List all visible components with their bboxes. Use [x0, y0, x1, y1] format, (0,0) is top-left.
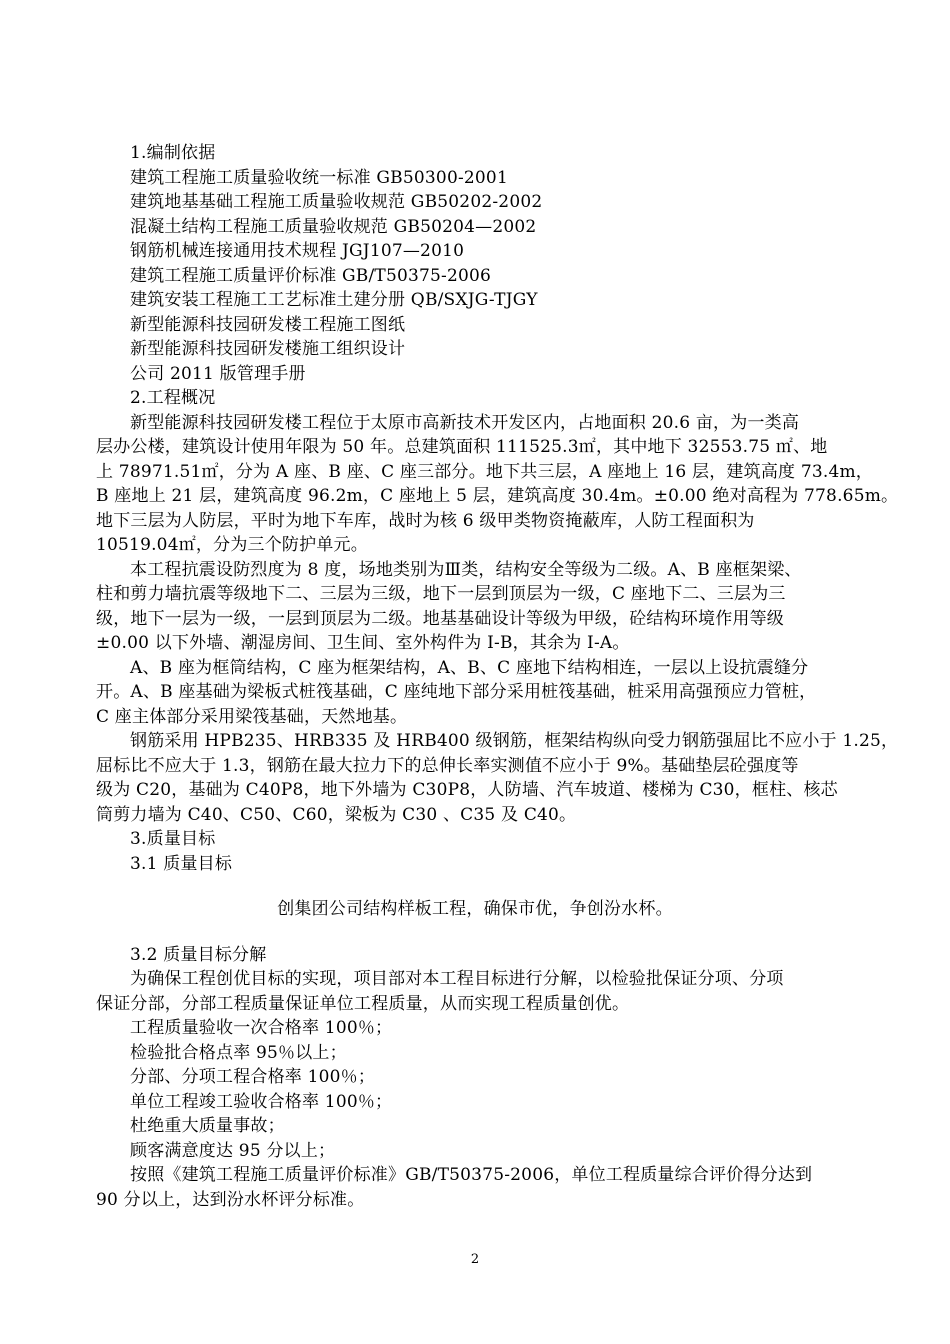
- paragraph-line: 层办公楼，建筑设计使用年限为 50 年。总建筑面积 111525.3㎡，其中地下 32553.75 ㎡、地: [96, 437, 828, 457]
- paragraph-line: 屈标比不应大于 1.3，钢筋在最大拉力下的总伸长率实测值不应小于 9%。基础垫层砼强度等: [96, 755, 799, 776]
- paragraph-line: 柱和剪力墙抗震等级地下二、三层为三级，地下一层到顶层为一级，C 座地下二、三层为三: [96, 584, 786, 604]
- target-item: 杜绝重大质量事故；: [130, 1116, 285, 1136]
- quality-goal-statement: 创集团公司结构样板工程，确保市优，争创汾水杯。: [277, 899, 673, 919]
- paragraph-line: 级为 C20，基础为 C40P8，地下外墙为 C30P8，人防墙、汽车坡道、楼梯为 C30，框柱、核芯: [96, 780, 838, 800]
- subsection-heading-quality-goal: 3.1 质量目标: [130, 853, 233, 874]
- section-heading-overview: 2.工程概况: [130, 388, 216, 408]
- paragraph-line: 级，地下一层为一级，一层到顶层为二级。地基基础设计等级为甲级，砼结构环境作用等级: [96, 608, 784, 629]
- basis-item: 钢筋机械连接通用技术规程 JGJ107—2010: [130, 241, 465, 261]
- basis-item: 建筑工程施工质量验收统一标准 GB50300-2001: [130, 167, 508, 188]
- paragraph-line: 钢筋采用 HPB235、HRB335 及 HRB400 级钢筋，框架结构纵向受力钢筋强屈比不应小于 1.25，: [130, 731, 899, 751]
- paragraph-line: 保证分部，分部工程质量保证单位工程质量，从而实现工程质量创优。: [96, 993, 630, 1014]
- page-number: 2: [470, 1252, 480, 1267]
- basis-item: 新型能源科技园研发楼施工组织设计: [130, 339, 406, 359]
- overview-paragraph-seismic: [96, 558, 860, 656]
- paragraph-line: 本工程抗震设防烈度为 8 度，场地类别为Ⅲ类，结构安全等级为二级。A、B 座框架梁、: [130, 559, 802, 580]
- basis-item: 建筑地基基础工程施工质量验收规范 GB50202-2002: [130, 192, 543, 212]
- paragraph-line: 地下三层为人防层，平时为地下车库，战时为核 6 级甲类物资掩蔽库，人防工程面积为: [96, 510, 755, 531]
- basis-item: 公司 2011 版管理手册: [130, 363, 306, 384]
- basis-item: 建筑安装工程施工工艺标准土建分册 QB/SXJG-TJGY: [130, 290, 538, 310]
- paragraph-line: 上 78971.51㎡，分为 A 座、B 座、C 座三部分。地下共三层，A 座地上 16 层，建筑高度 73.4m，: [96, 461, 874, 482]
- overview-paragraph-structure: [96, 656, 860, 730]
- paragraph-line: ±0.00 以下外墙、潮湿房间、卫生间、室外构件为 I-B，其余为 I-A。: [96, 633, 630, 653]
- paragraph-line: 新型能源科技园研发楼工程位于太原市高新技术开发区内，占地面积 20.6 亩，为一类高: [130, 412, 800, 433]
- document-body: [96, 141, 899, 1212]
- subsection-heading-goal-breakdown: 3.2 质量目标分解: [130, 944, 267, 965]
- section-heading-basis: 1.编制依据: [130, 143, 216, 163]
- paragraph-line: 筒剪力墙为 C40、C50、C60，梁板为 C30 、C35 及 C40。: [96, 804, 577, 825]
- target-item: 分部、分项工程合格率 100％；: [130, 1067, 376, 1087]
- paragraph-line: 10519.04㎡，分为三个防护单元。: [96, 535, 368, 555]
- paragraph-line: 开。A、B 座基础为梁板式桩筏基础，C 座纯地下部分采用桩筏基础，桩采用高强预应力管桩，: [96, 682, 817, 702]
- basis-item: 新型能源科技园研发楼工程施工图纸: [130, 314, 406, 335]
- target-item: 检验批合格点率 95％以上；: [130, 1042, 347, 1063]
- section-heading-quality: 3.质量目标: [130, 829, 216, 849]
- target-item: 单位工程竣工验收合格率 100％；: [130, 1091, 393, 1112]
- overview-paragraph-location: [96, 411, 899, 558]
- paragraph-line: B 座地上 21 层，建筑高度 96.2m，C 座地上 5 层，建筑高度 30.4m。±0.00 绝对高程为 778.65m。: [96, 486, 899, 506]
- target-item: 工程质量验收一次合格率 100％；: [130, 1018, 393, 1038]
- paragraph-line: 按照《建筑工程施工质量评价标准》GB/T50375-2006，单位工程质量综合评价得分达到: [130, 1165, 813, 1185]
- paragraph-line: C 座主体部分采用梁筏基础，天然地基。: [96, 706, 408, 727]
- target-item: 顾客满意度达 95 分以上；: [130, 1140, 336, 1161]
- paragraph-line: A、B 座为框筒结构，C 座为框架结构，A、B、C 座地下结构相连，一层以上设抗震缝分: [130, 657, 809, 678]
- basis-item: 混凝土结构工程施工质量验收规范 GB50204—2002: [130, 216, 537, 237]
- paragraph-line: 为确保工程创优目标的实现，项目部对本工程目标进行分解，以检验批保证分项、分项: [130, 969, 784, 989]
- basis-item: 建筑工程施工质量评价标准 GB/T50375-2006: [130, 265, 492, 286]
- paragraph-line: 90 分以上，达到汾水杯评分标准。: [96, 1189, 365, 1210]
- overview-paragraph-materials: [96, 729, 899, 827]
